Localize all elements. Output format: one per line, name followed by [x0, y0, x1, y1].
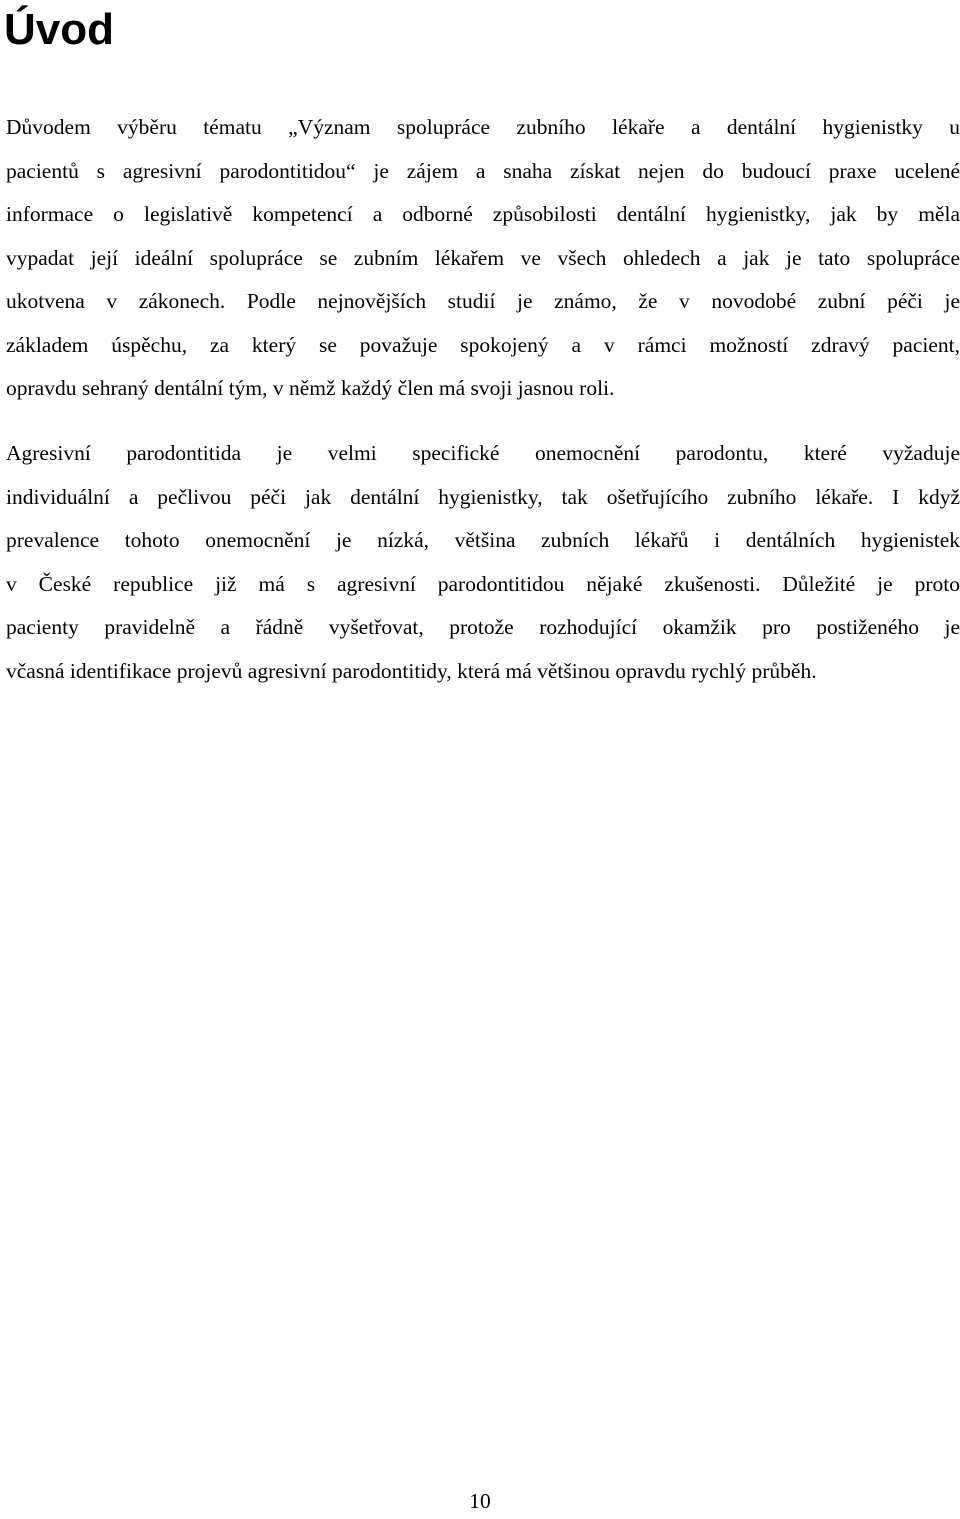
paragraph-line: individuální a pečlivou péči jak dentální hygienistky, tak ošetřujícího zubního lékaře. I když [6, 484, 960, 509]
paragraph-line: základem úspěchu, za který se považuje spokojený a v rámci možností zdravý pacient, [6, 332, 960, 357]
paragraph-line: Agresivní parodontitida je velmi specifické onemocnění parodontu, které vyžaduje [6, 441, 960, 465]
paragraph-line: pacienty pravidelně a řádně vyšetřovat, protože rozhodující okamžik pro postiženého je [6, 615, 960, 639]
paragraph-line: opravdu sehraný dentální tým, v němž každý člen má svoji jasnou roli. [6, 376, 615, 400]
paragraph-line: vypadat její ideální spolupráce se zubním lékařem ve všech ohledech a jak je tato spolupráce [6, 245, 960, 270]
paragraph-line: včasná identifikace projevů agresivní parodontitidy, která má většinou opravdu rychlý průběh. [6, 658, 817, 683]
page-number: 10 [469, 1489, 491, 1513]
paragraph-2 [6, 432, 960, 693]
paragraph-line: informace o legislativě kompetencí a odborné způsobilosti dentální hygienistky, jak by měla [6, 202, 960, 226]
paragraph-line: Důvodem výběru tématu „Význam spolupráce zubního lékaře a dentální hygienistky u [6, 115, 960, 139]
page-heading: Úvod [4, 5, 114, 54]
paragraph-line: pacientů s agresivní parodontitidou“ je zájem a snaha získat nejen do budoucí praxe ucelené [6, 158, 960, 183]
paragraph-1 [6, 106, 960, 411]
paragraph-line: v České republice již má s agresivní parodontitidou nějaké zkušenosti. Důležité je proto [6, 571, 960, 596]
paragraph-line: prevalence tohoto onemocnění je nízká, většina zubních lékařů i dentálních hygienistek [6, 528, 960, 552]
paragraph-line: ukotvena v zákonech. Podle nejnovějších studií je známo, že v novodobé zubní péči je [6, 289, 960, 313]
